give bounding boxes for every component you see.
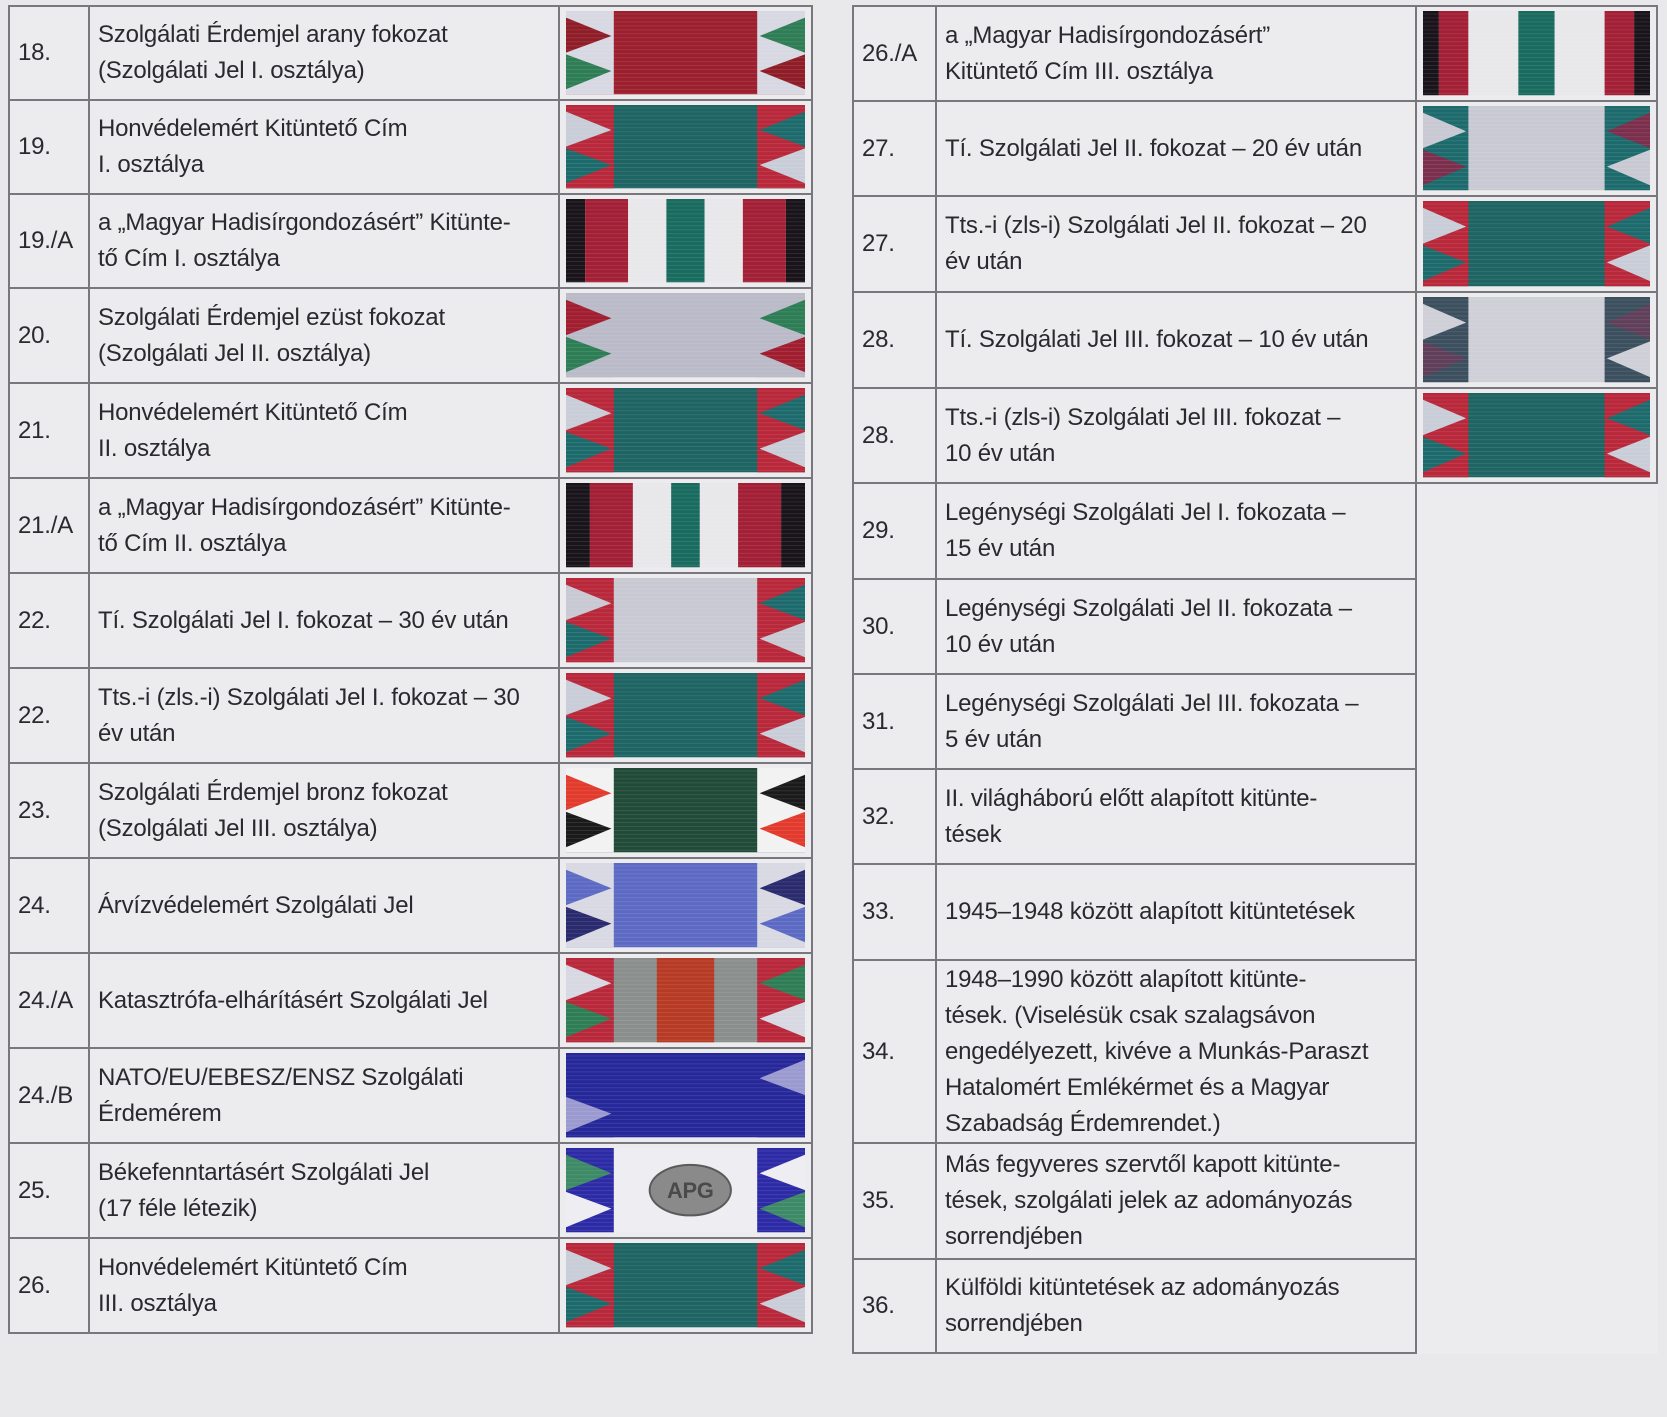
empty-cell: [1416, 579, 1657, 674]
table-row: [9, 478, 812, 573]
row-number: 29.: [853, 483, 936, 579]
row-number: 19.: [9, 100, 89, 194]
table-row: [853, 483, 1657, 579]
ribbon-cell: [559, 288, 812, 383]
ribbon-cell: [559, 668, 812, 763]
table-row: [853, 674, 1657, 769]
ribbon-bar-image: [566, 483, 805, 567]
ribbon-cell: [559, 6, 812, 100]
row-number: 26./A: [853, 6, 936, 101]
ribbon-bar-image: [566, 578, 805, 662]
table-row: [853, 1259, 1657, 1353]
decoration-name: Honvédelemért Kitüntető Cím II. osztálya: [89, 383, 559, 478]
row-number: 23.: [9, 763, 89, 858]
badge-text: APG: [666, 1178, 714, 1204]
ribbon-cell: [559, 194, 812, 288]
table-row: [853, 960, 1657, 1143]
row-number: 35.: [853, 1143, 936, 1259]
decoration-name: Tí. Szolgálati Jel III. fokozat – 10 év után: [936, 292, 1416, 388]
table-row: [853, 864, 1657, 960]
ribbon-bar-image: [566, 863, 805, 947]
decoration-name: Tí. Szolgálati Jel II. fokozat – 20 év után: [936, 101, 1416, 196]
ribbon-cell: [559, 383, 812, 478]
row-number: 24./B: [9, 1048, 89, 1143]
ribbon-bar-image: [566, 1053, 805, 1137]
decoration-name: Katasztrófa-elhárításért Szolgálati Jel: [89, 953, 559, 1048]
ribbon-cell: [559, 573, 812, 668]
table-row: [853, 101, 1657, 196]
decoration-name: Legénységi Szolgálati Jel II. fokozata – 10 év után: [936, 579, 1416, 674]
decoration-name: 1948–1990 között alapított kitünte- tések. (Viselésük csak szalagsávon engedélyezett, kivéve a Munkás-Paraszt Hatalomért Emlékérmet és a Magyar Szabadság Érdemrendet.): [936, 960, 1416, 1143]
ribbon-bar-image: [566, 293, 805, 377]
table-row: [853, 6, 1657, 101]
table-row: [9, 1238, 812, 1333]
empty-cell: [1416, 1143, 1657, 1259]
decoration-name: Szolgálati Érdemjel arany fokozat (Szolgálati Jel I. osztálya): [89, 6, 559, 100]
ribbon-cell: [559, 478, 812, 573]
row-number: 19./A: [9, 194, 89, 288]
ribbon-cell: [1416, 292, 1657, 388]
table-row: [9, 288, 812, 383]
decoration-name: Békefenntartásért Szolgálati Jel (17 féle létezik): [89, 1143, 559, 1238]
ribbon-cell: [559, 858, 812, 953]
row-number: 34.: [853, 960, 936, 1143]
empty-cell: [1416, 769, 1657, 864]
table-row: [9, 1143, 812, 1238]
row-number: 28.: [853, 388, 936, 483]
row-number: 31.: [853, 674, 936, 769]
table-row: [853, 769, 1657, 864]
ribbon-cell: [1416, 388, 1657, 483]
row-number: 18.: [9, 6, 89, 100]
table-row: [9, 763, 812, 858]
ribbon-cell: [559, 1143, 812, 1238]
table-row: [9, 858, 812, 953]
ribbon-bar-image: [566, 199, 805, 282]
table-row: [9, 6, 812, 100]
ribbon-bar-image: [566, 958, 805, 1042]
decoration-name: Legénységi Szolgálati Jel III. fokozata – 5 év után: [936, 674, 1416, 769]
row-number: 21./A: [9, 478, 89, 573]
decoration-name: Tts.-i (zls.-i) Szolgálati Jel I. fokozat – 30 év után: [89, 668, 559, 763]
decoration-name: a „Magyar Hadisírgondozásért” Kitünte- tő Cím II. osztálya: [89, 478, 559, 573]
empty-cell: [1416, 483, 1657, 579]
ribbon-cell: [1416, 196, 1657, 292]
ribbon-bar-image: [566, 1148, 805, 1232]
table-row: [853, 1143, 1657, 1259]
table-row: [853, 292, 1657, 388]
row-number: 25.: [9, 1143, 89, 1238]
row-number: 21.: [9, 383, 89, 478]
ribbon-bar-image: [566, 768, 805, 852]
row-number: 22.: [9, 573, 89, 668]
ribbon-bar-image: [1423, 106, 1650, 190]
table-row: [853, 579, 1657, 674]
row-number: 30.: [853, 579, 936, 674]
table-row: [9, 100, 812, 194]
ribbon-cell: [559, 953, 812, 1048]
decoration-name: NATO/EU/EBESZ/ENSZ Szolgálati Érdemérem: [89, 1048, 559, 1143]
table-row: [9, 573, 812, 668]
table-row: [9, 668, 812, 763]
row-number: 24.: [9, 858, 89, 953]
decoration-name: Szolgálati Érdemjel ezüst fokozat (Szolgálati Jel II. osztálya): [89, 288, 559, 383]
ribbon-bar-image: [1423, 297, 1650, 382]
ribbon-bar-image: [566, 673, 805, 757]
ribbon-bar-image: [566, 1243, 805, 1327]
row-number: 27.: [853, 196, 936, 292]
row-number: 27.: [853, 101, 936, 196]
empty-cell: [1416, 864, 1657, 960]
ribbon-bar-image: [1423, 393, 1650, 477]
row-number: 22.: [9, 668, 89, 763]
decoration-name: Honvédelemért Kitüntető Cím III. osztálya: [89, 1238, 559, 1333]
ribbon-bar-image: [566, 388, 805, 472]
ribbon-bar-image: [566, 105, 805, 188]
empty-cell: [1416, 960, 1657, 1143]
empty-cell: [1416, 1259, 1657, 1353]
decoration-name: Legénységi Szolgálati Jel I. fokozata – 15 év után: [936, 483, 1416, 579]
row-number: 28.: [853, 292, 936, 388]
ribbon-cell: [559, 1238, 812, 1333]
table-row: [853, 196, 1657, 292]
ribbon-cell: [559, 1048, 812, 1143]
decoration-name: Tí. Szolgálati Jel I. fokozat – 30 év után: [89, 573, 559, 668]
ribbon-bar-image: [566, 11, 805, 94]
empty-cell: [1416, 674, 1657, 769]
decoration-name: Külföldi kitüntetések az adományozás sorrendjében: [936, 1259, 1416, 1353]
ribbon-cell: [1416, 101, 1657, 196]
decoration-name: Honvédelemért Kitüntető Cím I. osztálya: [89, 100, 559, 194]
table-row: [9, 383, 812, 478]
decoration-name: a „Magyar Hadisírgondozásért” Kitünte- tő Cím I. osztálya: [89, 194, 559, 288]
table-row: [9, 194, 812, 288]
ribbon-cell: [559, 100, 812, 194]
ribbon-bar-image: [1423, 201, 1650, 286]
row-number: 26.: [9, 1238, 89, 1333]
row-number: 20.: [9, 288, 89, 383]
decoration-name: Tts.-i (zls-i) Szolgálati Jel II. fokozat – 20 év után: [936, 196, 1416, 292]
decoration-name: II. világháború előtt alapított kitünte- tések: [936, 769, 1416, 864]
table-row: [9, 953, 812, 1048]
row-number: 24./A: [9, 953, 89, 1048]
decoration-name: a „Magyar Hadisírgondozásért” Kitüntető Cím III. osztálya: [936, 6, 1416, 101]
ribbon-bar-image: [1423, 11, 1650, 95]
ribbon-cell: [559, 763, 812, 858]
row-number: 36.: [853, 1259, 936, 1353]
row-number: 32.: [853, 769, 936, 864]
decoration-name: Árvízvédelemért Szolgálati Jel: [89, 858, 559, 953]
decorations-table-left: [8, 5, 813, 1334]
decorations-table-right: [852, 5, 1658, 1354]
decoration-name: Szolgálati Érdemjel bronz fokozat (Szolgálati Jel III. osztálya): [89, 763, 559, 858]
decoration-name: 1945–1948 között alapított kitüntetések: [936, 864, 1416, 960]
ribbon-cell: [1416, 6, 1657, 101]
table-row: [853, 388, 1657, 483]
decoration-name: Tts.-i (zls-i) Szolgálati Jel III. fokozat – 10 év után: [936, 388, 1416, 483]
row-number: 33.: [853, 864, 936, 960]
decoration-name: Más fegyveres szervtől kapott kitünte- tések, szolgálati jelek az adományozás sorrendjében: [936, 1143, 1416, 1259]
table-row: [9, 1048, 812, 1143]
